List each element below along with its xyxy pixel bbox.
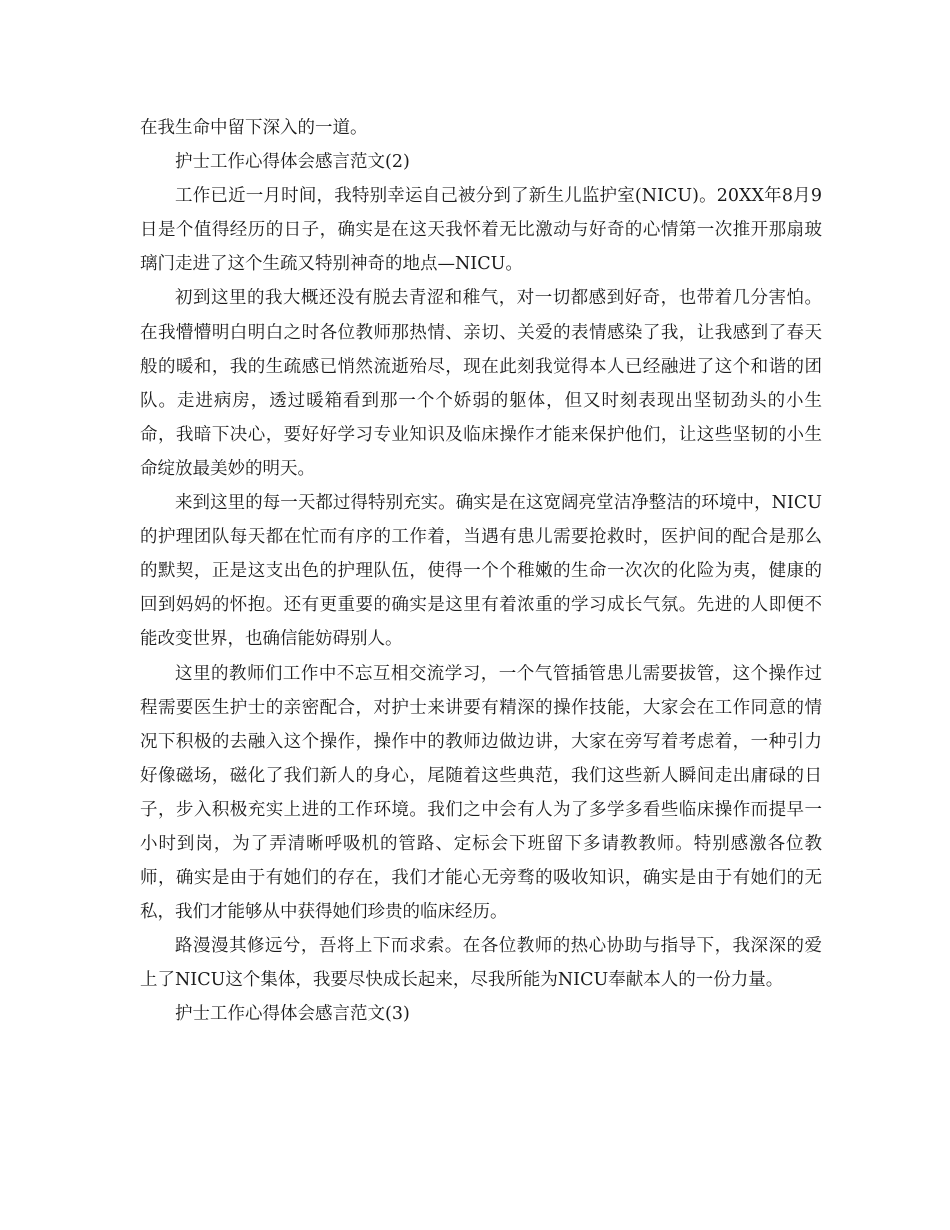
paragraph: 工作已近一月时间，我特别幸运自己被分到了新生儿监护室(NICU)。20XX年8月9日是个值得经历的日子，确实是在这天我怀着无比激动与好奇的心情第一次推开那扇玻璃门走进了这个生疏又特别神奇的地点—NICU。 [140,186,822,275]
section-heading-3: 护士工作心得体会感言范文(3) [175,1004,410,1025]
paragraph: 来到这里的每一天都过得特别充实。确实是在这宽阔亮堂洁净整洁的环境中，NICU的护理团队每天都在忙而有序的工作着，当遇有患儿需要抢救时，医护间的配合是那么的默契，正是这支出色的护理队伍，使得一个个稚嫩的生命一次次的化险为夷，健康的回到妈妈的怀抱。还有更重要的确实是这里有着浓重的学习成长气氛。先进的人即便不能改变世界，也确信能妨碍别人。 [140,493,822,650]
paragraph: 这里的教师们工作中不忘互相交流学习，一个气管插管患儿需要拔管，这个操作过程需要医生护士的亲密配合，对护士来讲要有精深的操作技能，大家会在工作同意的情况下积极的去融入这个操作，操作中的教师边做边讲，大家在旁写着考虑着，一种引力好像磁场，磁化了我们新人的身心，尾随着这些典范，我们这些新人瞬间走出庸碌的日子，步入积极充实上进的工作环境。我们之中会有人为了多学多看些临床操作而提早一小时到岗，为了弄清晰呼吸机的管路、定标会下班留下多请教教师。特别感激各位教师，确实是由于有她们的存在，我们才能心无旁骛的吸收知识，确实是由于有她们的无私，我们才能够从中获得她们珍贵的临床经历。 [140,663,822,923]
paragraph: 初到这里的我大概还没有脱去青涩和稚气，对一切都感到好奇，也带着几分害怕。在我懵懵明白明白之时各位教师那热情、亲切、关爱的表情感染了我，让我感到了春天般的暖和，我的生疏感已悄然流逝殆尽，现在此刻我觉得本人已经融进了这个和谐的团队。走进病房，透过暖箱看到那一个个娇弱的躯体，但又时刻表现出坚韧劲头的小生命，我暗下决心，要好好学习专业知识及临床操作才能来保护他们，让这些坚韧的小生命绽放最美妙的明天。 [140,288,822,479]
paragraph: 路漫漫其修远兮，吾将上下而求索。在各位教师的热心协助与指导下，我深深的爱上了NICU这个集体，我要尽快成长起来，尽我所能为NICU奉献本人的一份力量。 [140,936,822,991]
paragraph-continuation: 在我生命中留下深入的一道。 [140,118,368,138]
section-heading-2: 护士工作心得体会感言范文(2) [175,152,410,173]
document-body [140,111,822,1032]
